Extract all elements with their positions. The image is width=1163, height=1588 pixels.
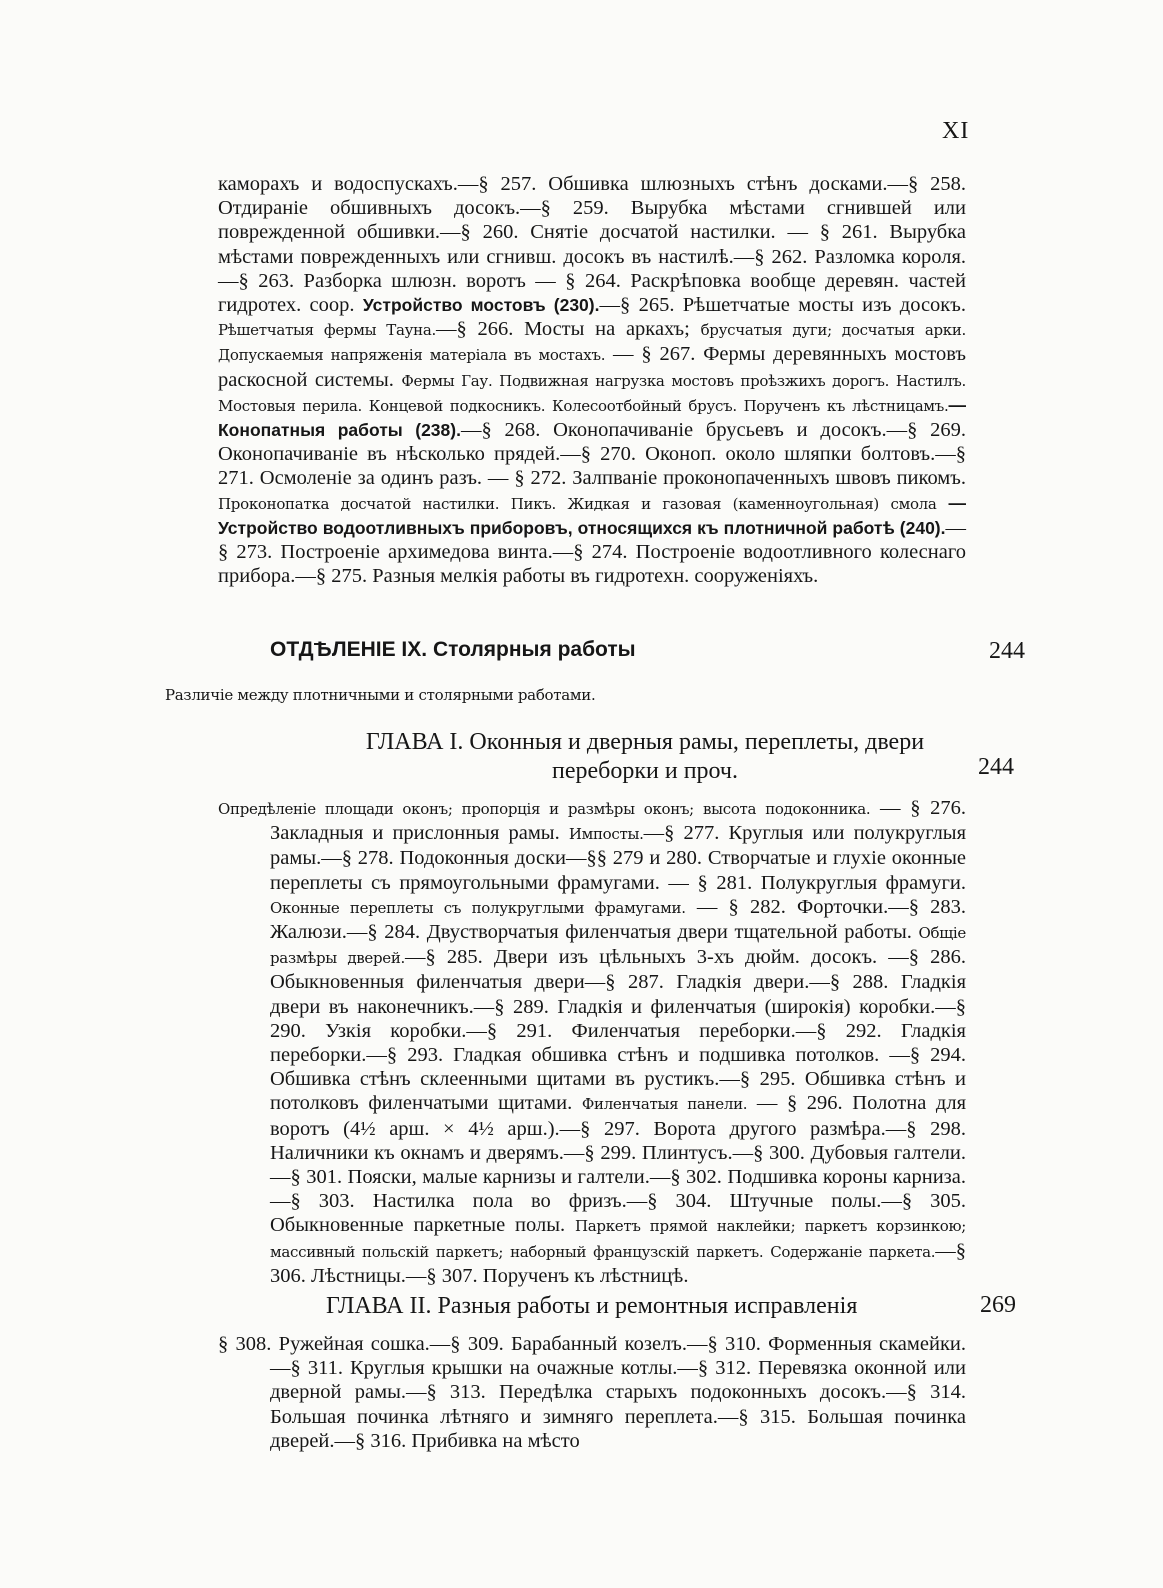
text-run: — § 296. Полотна для воротъ (4½ арш. × 4½ арш.).—§ 297. Ворота другого размѣра.—§ 298. Наличники къ окнамъ и дверямъ.—§ 299. Плинтусъ.—§ 300. Дубовыя галтели.—§ 301. Пояски, малые карнизы и галтели.—§ 302. Подшивка короны карниза.—§ 303. Настилка пола во фризъ.—§ 304. Штучные полы.—§ 305. Обыкновенные паркетные полы. — [270, 1092, 967, 1237]
chapter1-label: ГЛАВА I. — [365, 729, 464, 755]
small-run: брусчатыя дуги; досчатыя арки. Допускаемыя напряженія матеріала въ мостахъ. — [218, 321, 967, 365]
text-run: —§ 306. Лѣстницы.—§ 307. Порученъ къ лѣстницѣ. — [270, 1239, 966, 1287]
text-run: — § 267. Фермы деревянныхъ мостовъ раскосной системы. — [218, 343, 966, 391]
small-run: Рѣшетчатыя фермы Тауна. — [218, 321, 436, 340]
small-run: Импосты. — [568, 825, 644, 844]
section-page-ref: 244 — [989, 638, 1025, 664]
text-run: —§ 285. Двери изъ цѣльныхъ 3-хъ дюйм. досокъ. —§ 286. Обыкновенныя филенчатыя двери—§ 287. Гладкія двери.—§ 288. Гладкія двери въ наконечникъ.—§ 289. Гладкія и филенчатыя (широкія) коробки.—§ 290. Узкія коробки.—§ 291. Филенчатыя переборки.—§ 292. Гладкія переборки.—§ 293. Гладкая обшивка стѣнъ и подшивка потолков. —§ 294. Обшивка стѣнъ склеенными щитами въ рустикъ.—§ 295. Обшивка стѣнъ и потолковъ филенчатыми щитами. — [270, 946, 966, 1115]
chapter1-heading — [320, 728, 970, 786]
chapter1-title-line2: переборки и проч. — [552, 758, 738, 784]
text-run: —§ 277. Круглыя или полукруглыя рамы.—§ 278. Подоконныя доски—§§ 279 и 280. Створчатые и глухіе оконные переплеты съ прямоугольными фрамугами. — § 281. Полукруглыя фрамуги. — [270, 822, 966, 894]
text-run: —§ 268. Оконопачиваніе брусьевъ и досокъ.—§ 269. Оконопачиваніе въ нѣсколько прядей.—§ 270. Оконоп. около шляпки болтовъ.—§ 271. Осмоленіе за одинъ разъ. — § 272. Залпваніе проконопаченныхъ швовъ пикомъ. — [218, 419, 967, 490]
chapter2-label: ГЛАВА II. — [326, 1293, 432, 1319]
chapter2-paragraph: § 308. Ружейная сошка.—§ 309. Барабанный козелъ.—§ 310. Форменныя скамейки.—§ 311. Круглыя крышки на очажные котлы.—§ 312. Перевязка оконной или дверной рамы.—§ 313. Передѣлка старыхъ подоконныхъ досокъ.—§ 314. Большая починка лѣтняго и зимняго переплета.—§ 315. Большая починка дверей.—§ 316. Прибивка на мѣсто — [218, 1333, 966, 1452]
section-heading — [270, 638, 1025, 662]
chapter1-page-ref: 244 — [978, 754, 1014, 780]
chapter2-heading — [326, 1292, 966, 1321]
text-run: каморахъ и водоспускахъ.—§ 257. Обшивка шлюзныхъ стѣнъ досками.—§ 258. Отдираніе обшивныхъ досокъ.—§ 259. Вырубка мѣстами сгнившей или поврежденной обшивки.—§ 260. Снятіе досчатой настилки. — § 261. Вырубка мѣстами поврежденныхъ или сгнивш. досокъ въ настилѣ.—§ 262. Разломка короля.—§ 263. Разборка шлюзн. воротъ — § 264. Раскрѣповка вообще деревян. частей гидротех. соор. — [218, 173, 966, 317]
small-run: Оконные переплеты съ полукруглыми фрамугами. — [270, 898, 686, 917]
chapter1-paragraph — [218, 796, 966, 1288]
text-run: — § 276. Закладныя и прислонныя рамы. — [270, 797, 966, 845]
text-run: —§ 273. Построеніе архимедова винта.—§ 274. Построеніе водоотливного колеснаго прибора.—§ 275. Разныя мелкія работы въ гидротехн. сооруженіяхъ. — [218, 516, 966, 588]
intro-paragraph-block — [218, 172, 966, 588]
heading-run: —Конопатныя работы (238). — [218, 394, 966, 441]
chapter1-body — [218, 796, 966, 1288]
chapter1-title-line1: Оконныя и дверныя рамы, переплеты, двери — [469, 729, 925, 755]
small-run: Филенчатыя панели. — [581, 1095, 748, 1114]
small-run: Проконопатка досчатой настилки. Пикъ. Жидкая и газовая (каменноугольная) смола — [218, 494, 937, 513]
heading-run: — Устройство водоотливныхъ приборовъ, относящихся къ плотничной работѣ (240). — [218, 492, 966, 538]
chapter2-body — [218, 1332, 966, 1453]
small-run: Опредѣленіе площади оконъ; пропорція и размѣры оконъ; высота подоконника. — [218, 800, 871, 818]
section-note: Различіе между плотничными и столярными работами. — [165, 686, 596, 704]
small-run: Паркетъ прямой наклейки; паркетъ корзинкою; массивный польскій паркетъ; наборный французскій паркетъ. Содержаніе паркета. — [270, 1217, 966, 1261]
text-run: —§ 266. Мосты на аркахъ; — [436, 318, 701, 341]
text-run: —§ 265. Рѣшетчатые мосты изъ досокъ. — [599, 294, 966, 317]
heading-run: Устройство мостовъ (230). — [362, 295, 600, 316]
section-title: ОТДѢЛЕНІЕ IX. — [270, 638, 428, 661]
intro-paragraph — [218, 172, 966, 588]
small-run: Общіе размѣры дверей. — [270, 924, 966, 968]
text-run: — § 282. Форточки.—§ 283. Жалюзи.—§ 284. Двустворчатыя филенчатыя двери тщательной работы. — [270, 895, 967, 944]
section-subtitle: Столярныя работы — [432, 638, 636, 661]
small-run: Фермы Гау. Подвижная нагрузка мостовъ проѣзжихъ дорогъ. Настилъ. Мостовыя перила. Концевой подкосникъ. Колесоотбойный брусъ. Порученъ къ лѣстницамъ. — [218, 371, 967, 415]
chapter2-page-ref: 269 — [980, 1292, 1016, 1318]
chapter2-title: Разныя работы и ремонтныя исправленія — [437, 1293, 858, 1319]
page-number: XI — [942, 118, 970, 144]
